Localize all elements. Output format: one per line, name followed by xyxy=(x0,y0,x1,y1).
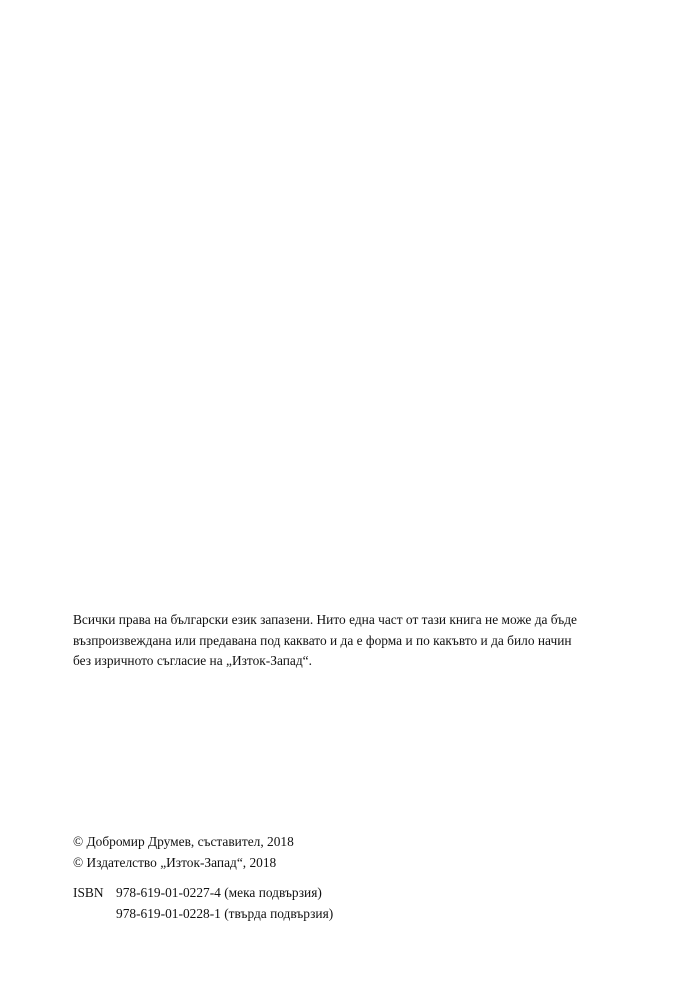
isbn-row xyxy=(73,883,333,904)
isbn-softcover: 978-619-01-0227-4 (мека подвързия) xyxy=(116,885,322,900)
copyright-block xyxy=(73,832,294,873)
isbn-block xyxy=(73,883,333,924)
rights-notice-line: възпроизвеждана или предавана под каквато и да е форма и по какъвто и да било начин xyxy=(73,632,572,648)
rights-notice xyxy=(73,610,633,672)
isbn-row xyxy=(73,904,333,925)
copyright-compiler: © Добромир Друмев, съставител, 2018 xyxy=(73,834,294,849)
rights-notice-line: без изричното съгласие на „Изток-Запад“. xyxy=(73,653,312,668)
copyright-publisher: © Издателство „Изток-Запад“, 2018 xyxy=(73,854,277,870)
rights-notice-line: Всички права на български език запазени. Нито една част от тази книга не може да бъде xyxy=(73,612,577,627)
isbn-hardcover: 978-619-01-0228-1 (твърда подвързия) xyxy=(116,905,334,921)
isbn-label-spacer xyxy=(73,904,116,925)
isbn-label: ISBN xyxy=(73,885,104,900)
